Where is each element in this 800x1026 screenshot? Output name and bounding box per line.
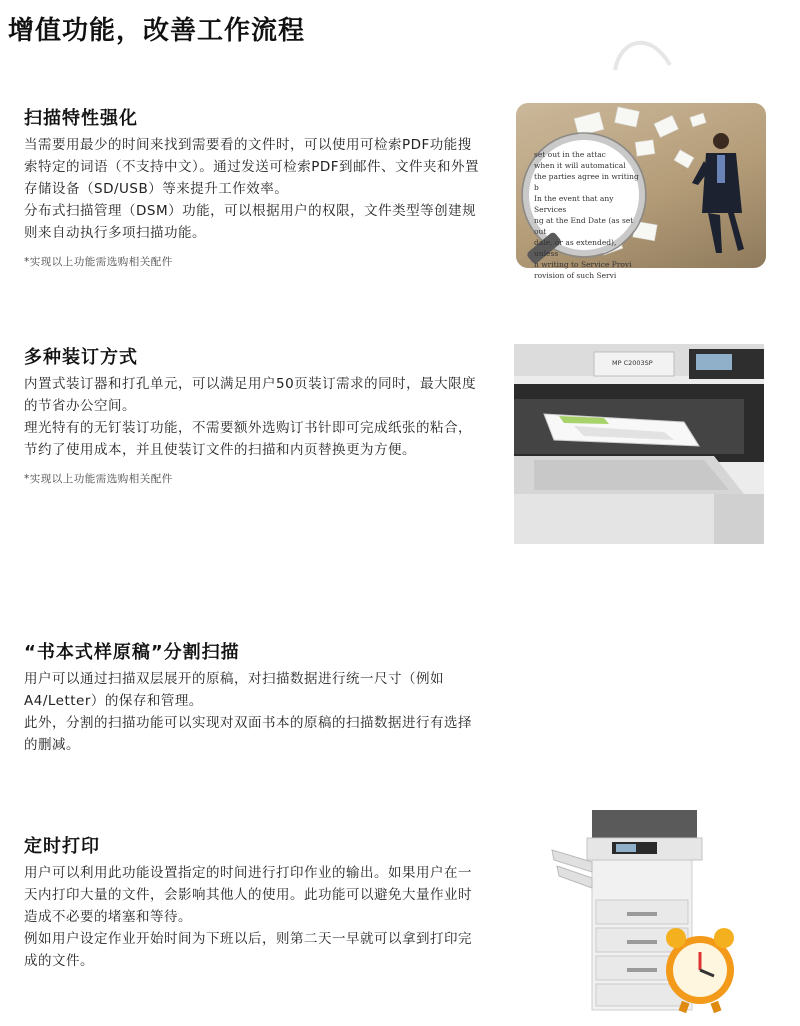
section-paragraph: 用户可以利用此功能设置指定的时间进行打印作业的输出。如果用户在一天内打印大量的文件，会影响其他人的使用。此功能可以避免大量作业时造成不必要的堵塞和等待。	[24, 865, 472, 925]
section-heading: 扫描特性强化	[24, 108, 138, 129]
section-book-split-scan	[24, 638, 484, 756]
decorative-swoosh	[610, 30, 680, 75]
printer-model-label: MP C2003SP	[612, 359, 653, 367]
section-scheduled-print	[24, 832, 484, 972]
section-note: *实现以上功能需选购相关配件	[24, 256, 173, 268]
section-paragraph: 例如用户设定作业开始时间为下班以后，则第二天一早就可以拿到打印完成的文件。	[24, 931, 472, 969]
section-paragraph: 内置式装订器和打孔单元，可以满足用户50页装订需求的同时，最大限度的节省办公空间。	[24, 376, 477, 414]
page-title: 增值功能，改善工作流程	[8, 16, 306, 46]
section-heading: 多种装订方式	[24, 347, 138, 368]
section-paragraph: 用户可以通过扫描双层展开的原稿，对扫描数据进行统一尺寸（例如A4/Letter）的保存和管理。	[24, 671, 444, 709]
section-paragraph: 分布式扫描管理（DSM）功能，可以根据用户的权限，文件类型等创建规则来自动执行多项扫描功能。	[24, 203, 477, 241]
section-binding-methods	[24, 343, 484, 486]
section-heading: “书本式样原稿”分割扫描	[24, 642, 240, 663]
section-paragraph: 此外，分割的扫描功能可以实现对双面书本的原稿的扫描数据进行有选择的删减。	[24, 715, 472, 753]
finisher-image	[514, 344, 764, 544]
copier-clock-image	[552, 800, 752, 1020]
section-heading: 定时打印	[24, 836, 100, 857]
scan-magnifier-image	[516, 103, 766, 280]
section-paragraph: 理光特有的无钉装订功能，不需要额外选购订书针即可完成纸张的粘合，节约了使用成本，并且使装订文件的扫描和内页替换更为方便。	[24, 420, 472, 458]
magnifier-text: set out in the attac when it will automatical the parties agree in writing b In the event that any Services ng at the End Date (as set out dale, or as extended), unless n writing to Service Provi rovision of such Servi	[534, 150, 639, 280]
section-scan-enhancement	[24, 104, 484, 269]
finisher-illustration	[514, 344, 764, 544]
section-paragraph: 当需要用最少的时间来找到需要看的文件时，可以使用可检索PDF功能搜索特定的词语（不支持中文）。通过发送可检索PDF到邮件、文件夹和外置存储设备（SD/USB）等来提升工作效率。	[24, 137, 480, 197]
section-note: *实现以上功能需选购相关配件	[24, 473, 173, 485]
